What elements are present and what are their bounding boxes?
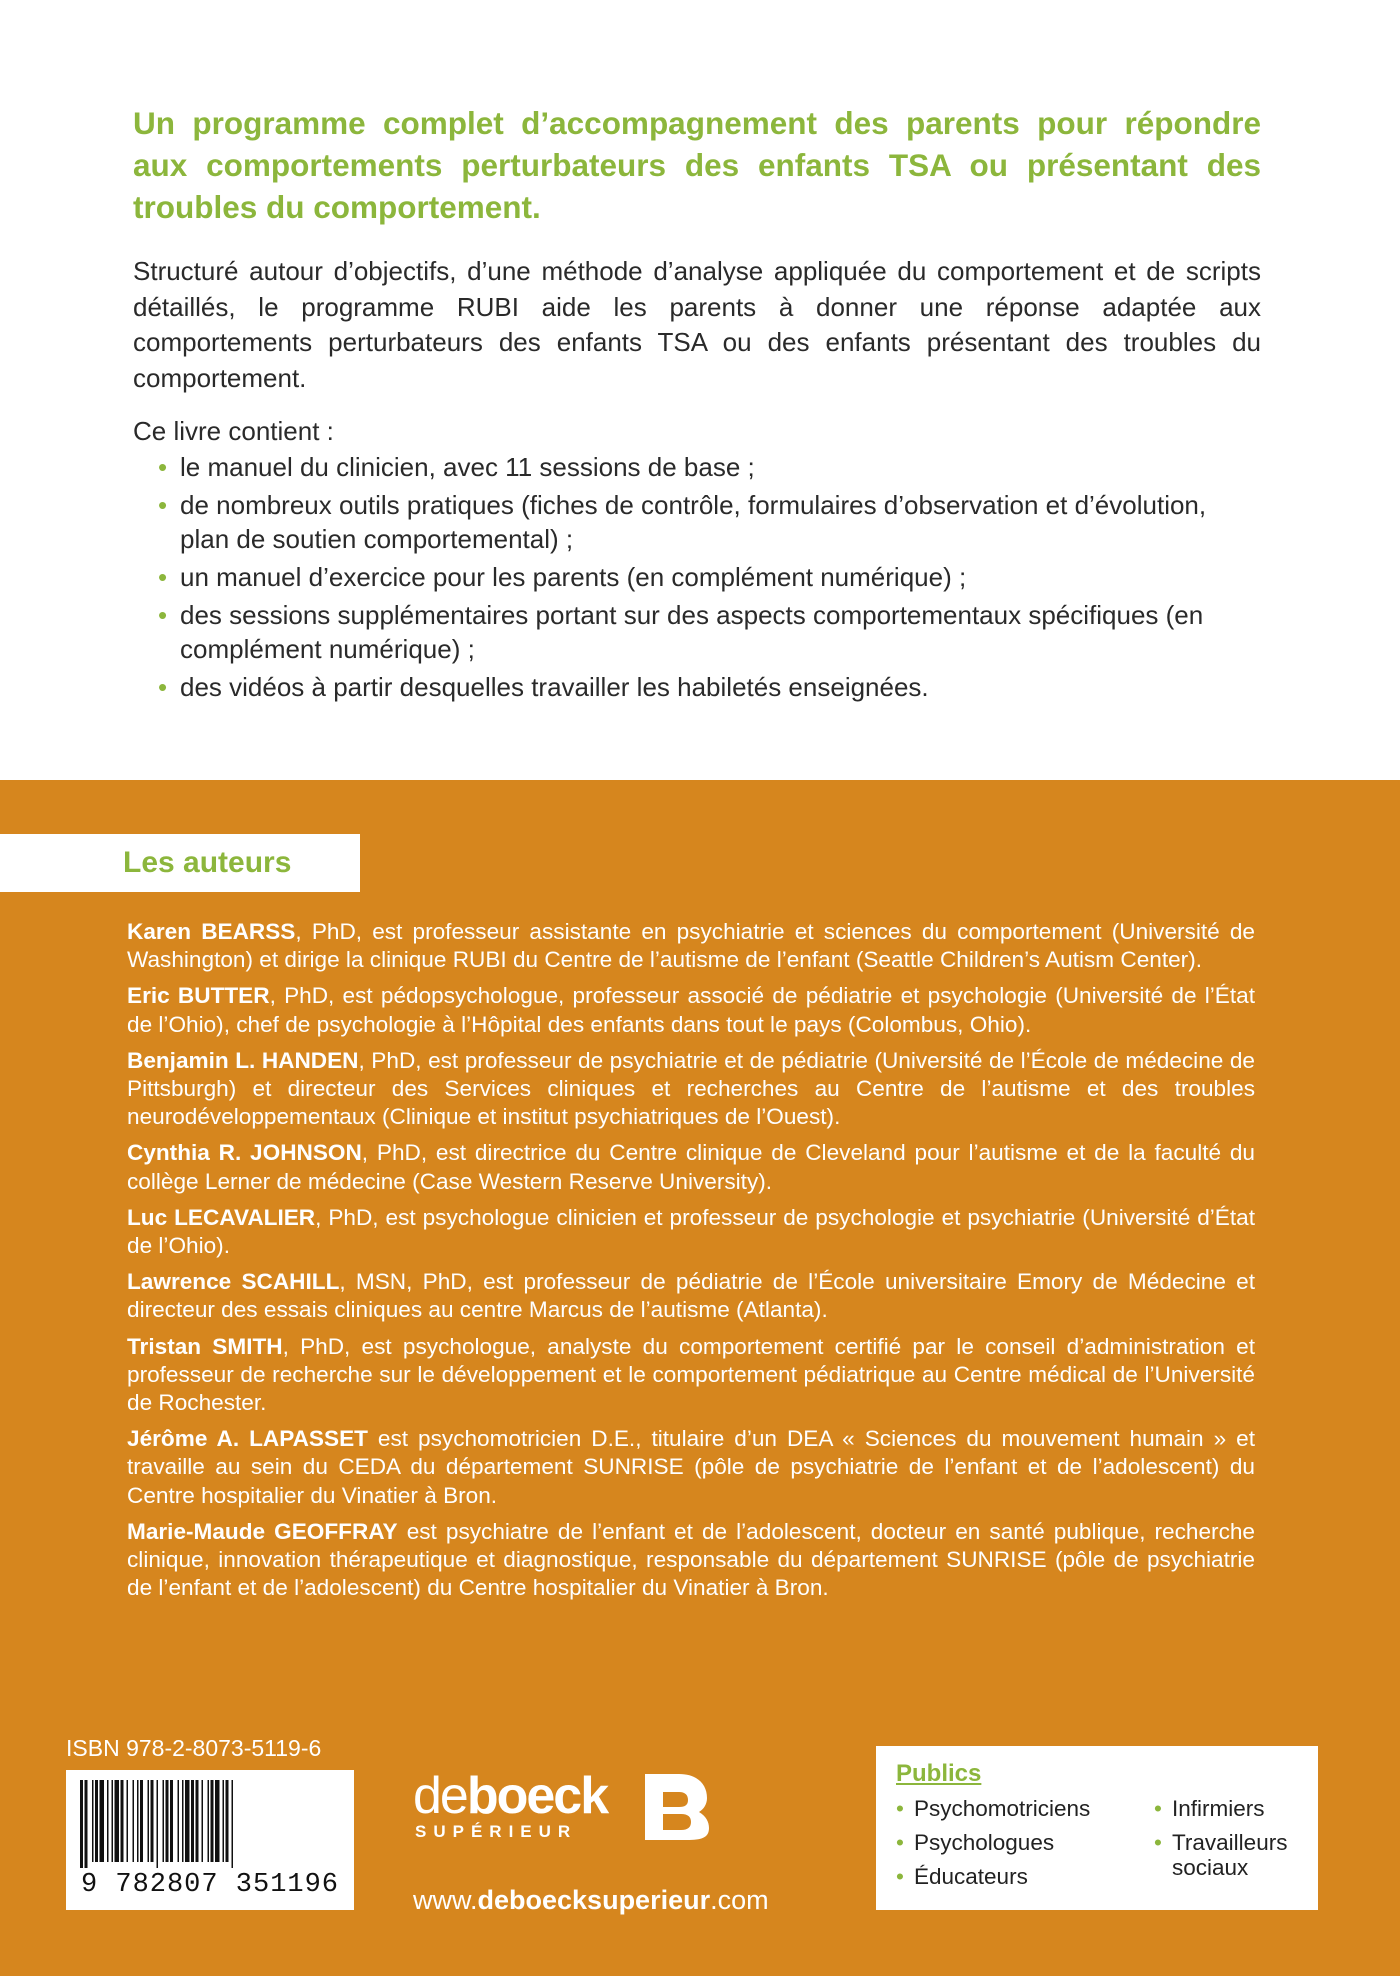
barcode-digits: 9 782807 351196 <box>80 1870 340 1900</box>
intro-paragraph: Structuré autour d’objectifs, d’une méthode d’analyse appliquée du comportement et de scripts détaillés, le programme RUBI aide les parents à donner une réponse adaptée aux comportements perturbateurs des enfants TSA ou des enfants présentant des troubles du comportement. <box>133 256 1261 393</box>
author-entry <box>127 1139 1255 1195</box>
author-bio: , PhD, est psychologue, analyste du comportement certifié par le conseil d’administration et professeur de recherche sur le développement et le comportement pédiatrique au Centre médical de l’Université de Rochester. <box>127 1333 1255 1416</box>
author-bio: , PhD, est professeur assistante en psychiatrie et sciences du comportement (Université de Washington) et dirige la clinique RUBI du Centre de l’autisme de l’enfant (Seattle Children’s Autism Center). <box>127 919 1255 973</box>
cover-headline: Un programme complet d’accompagnement des parents pour répondre aux comportements perturbateurs des enfants TSA ou présentant des troubles du comportement. <box>133 105 1261 225</box>
logo-wordmark: deboeck <box>413 1767 608 1825</box>
list-item: • le manuel du clinicien, avec 11 sessions de base ; <box>158 452 755 482</box>
bullet-icon: • <box>158 672 168 702</box>
back-cover-top-section <box>0 0 1400 780</box>
bullet-icon: • <box>158 562 168 592</box>
isbn-label: ISBN 978-2-8073-5119-6 <box>66 1735 322 1761</box>
list-item: • Psychologues <box>896 1830 1055 1855</box>
author-bio: , PhD, est psychologue clinicien et professeur de psychologie et psychiatrie (Université d’État de l’Ohio). <box>127 1204 1255 1259</box>
author-name: Eric BUTTER <box>127 983 270 1009</box>
authors-heading-tab <box>0 834 360 892</box>
author-entry <box>127 1268 1255 1324</box>
publics-title: Publics <box>896 1760 982 1787</box>
author-bio: , PhD, est directrice du Centre clinique de Cleveland pour l’autisme et de la faculté du collège Lerner de médecine (Case Western Reserve University). <box>127 1140 1256 1194</box>
author-entry <box>127 1518 1255 1603</box>
bullet-icon: • <box>1154 1796 1162 1821</box>
list-item: • des vidéos à partir desquelles travailler les habiletés enseignées. <box>158 672 929 702</box>
author-name: Tristan SMITH <box>127 1333 283 1359</box>
author-name: Jérôme A. LAPASSET <box>127 1426 368 1452</box>
bullet-icon: • <box>1154 1830 1162 1855</box>
logo-b-icon <box>641 1772 711 1842</box>
list-item: • Infirmiers <box>1154 1796 1265 1821</box>
bullet-icon: • <box>158 490 168 520</box>
list-item: • Travailleurs sociaux <box>1154 1830 1288 1880</box>
author-entry <box>127 1047 1255 1132</box>
logo-subtitle: SUPÉRIEUR <box>415 1822 578 1841</box>
author-name: Karen BEARSS <box>127 919 296 944</box>
publics-column-2 <box>1154 1796 1304 1880</box>
author-name: Lawrence SCAHILL <box>127 1269 340 1295</box>
publisher-logo <box>413 1768 713 1858</box>
bullet-icon: • <box>158 452 168 482</box>
author-bio: , PhD, est professeur de psychiatrie et de pédiatrie (Université de l’École de médecine de Pittsburgh) et directeur des Services cliniques et recherches au Centre de l’autisme et des troubles neurodéveloppementaux (Clinique et institut psychiatriques de l’Ouest). <box>127 1047 1255 1130</box>
author-entry <box>127 982 1255 1038</box>
contents-label: Ce livre contient : <box>133 416 334 446</box>
author-bio: est psychiatre de l’enfant et de l’adolescent, docteur en santé publique, recherche clinique, innovation thérapeutique et diagnostique, responsable du département SUNRISE (pôle de psychiatrie de l’enfant et de l’adolescent) du Centre hospitalier du Vinatier à Bron. <box>127 1518 1256 1601</box>
list-item: • Psychomotriciens <box>896 1796 1091 1821</box>
bullet-icon: • <box>896 1864 904 1889</box>
publics-column-1 <box>896 1796 1090 1898</box>
list-item: • de nombreux outils pratiques (fiches de contrôle, formulaires d’observation et d’évolution, plan de soutien comportemental) ; <box>158 490 1207 554</box>
author-name: Luc LECAVALIER <box>127 1204 316 1230</box>
author-entry <box>127 1333 1255 1418</box>
list-item: • un manuel d’exercice pour les parents (en complément numérique) ; <box>158 562 967 592</box>
author-name: Marie-Maude GEOFFRAY <box>127 1518 398 1544</box>
list-item: • Éducateurs <box>896 1864 1028 1889</box>
publics-box <box>876 1746 1318 1910</box>
author-bio: , PhD, est pédopsychologue, professeur associé de pédiatrie et psychologie (Université de l’État de l’Ohio), chef de psychologie à l’Hôpital des enfants dans tout le pays (Colombus, Ohio). <box>127 983 1255 1037</box>
author-name: Benjamin L. HANDEN <box>127 1047 359 1073</box>
list-item: • des sessions supplémentaires portant sur des aspects comportementaux spécifiques (en complément numérique) ; <box>158 600 1204 664</box>
author-entry <box>127 1425 1255 1510</box>
barcode <box>66 1770 354 1910</box>
authors-list <box>127 918 1255 1610</box>
author-name: Cynthia R. JOHNSON <box>127 1140 362 1166</box>
author-bio: est psychomotricien D.E., titulaire d’un DEA « Sciences du mouvement humain » et travaille au sein du CEDA du département SUNRISE (pôle de psychiatrie de l’enfant et de l’adolescent) du Centre hospitalier du Vinatier à Bron. <box>127 1426 1255 1508</box>
author-entry <box>127 1204 1255 1260</box>
bullet-icon: • <box>896 1830 904 1855</box>
publisher-website[interactable]: www.deboecksuperieur.com <box>413 1885 769 1915</box>
contents-list <box>158 450 1262 708</box>
authors-heading: Les auteurs <box>123 846 292 879</box>
author-entry <box>127 918 1255 974</box>
bullet-icon: • <box>158 600 168 630</box>
author-bio: , MSN, PhD, est professeur de pédiatrie de l’École universitaire Emory de Médecine et directeur des essais cliniques au centre Marcus de l’autisme (Atlanta). <box>127 1269 1255 1323</box>
bullet-icon: • <box>896 1796 904 1821</box>
barcode-icon <box>80 1780 340 1868</box>
